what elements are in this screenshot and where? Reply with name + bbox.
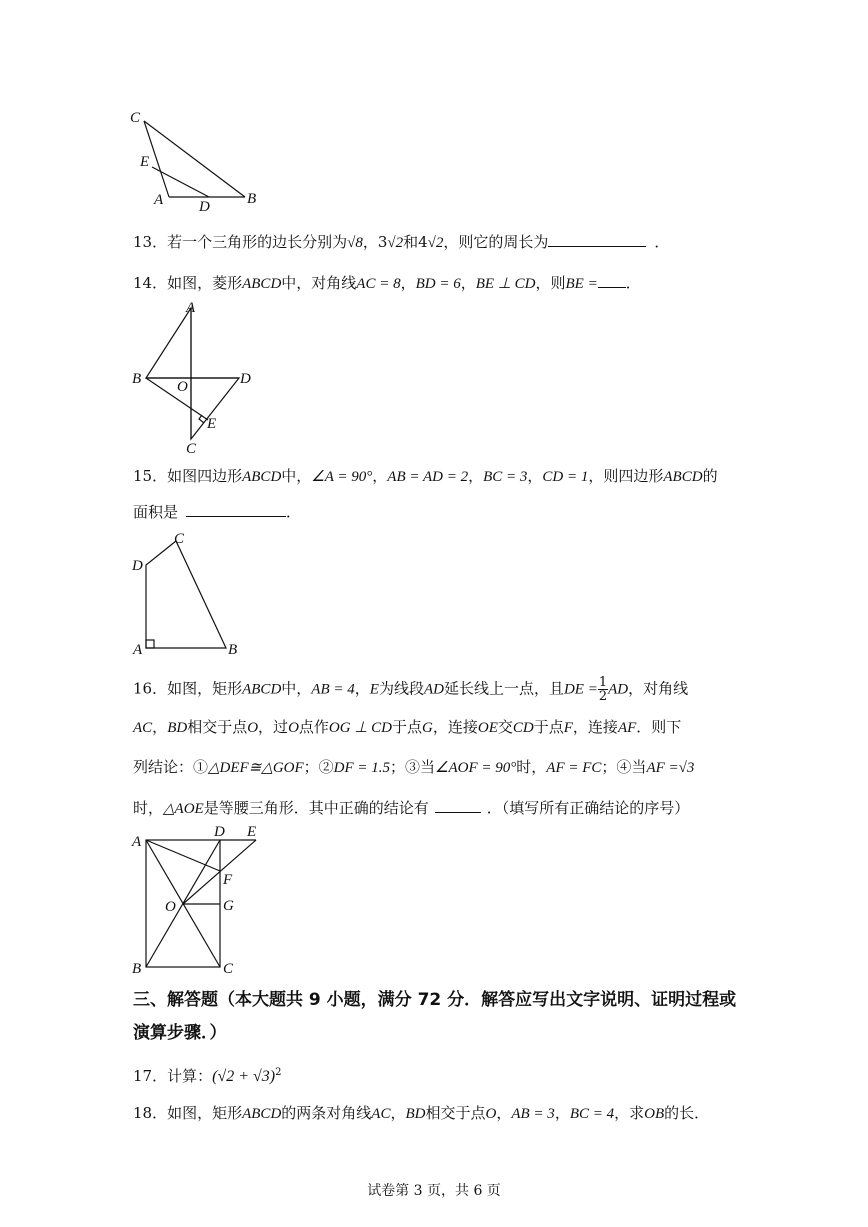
q14-comma1: ， bbox=[400, 274, 416, 292]
q16-l2k: ，连接 bbox=[572, 718, 618, 736]
q16-af-fc: AF = FC bbox=[546, 760, 602, 776]
q14-comma2: ， bbox=[460, 274, 476, 292]
q13-side2: √2 bbox=[387, 235, 404, 251]
q13-answer-blank[interactable] bbox=[548, 231, 646, 247]
q16-ab: AB = 4 bbox=[311, 681, 355, 698]
q15-abcd2: ABCD bbox=[663, 469, 703, 485]
q15-end: ． bbox=[286, 503, 302, 521]
question-13 bbox=[133, 231, 669, 253]
q16-oe: OE bbox=[477, 720, 498, 736]
q18-f: ， bbox=[554, 1104, 570, 1122]
q16-l2h: ，连接 bbox=[432, 718, 478, 736]
label-A: A bbox=[154, 192, 164, 208]
q16-l4a: 时， bbox=[133, 799, 164, 817]
question-17 bbox=[133, 1063, 282, 1087]
rectangle-figure-q16 bbox=[128, 822, 278, 977]
q16-l2g: 于点 bbox=[392, 718, 423, 736]
q16-af: AF bbox=[617, 720, 637, 736]
q18-c: ， bbox=[390, 1104, 406, 1122]
q16-df: DF = 1.5 bbox=[333, 760, 391, 776]
q16-af-eq: AF = bbox=[646, 760, 679, 776]
q16-frac-den: 2 bbox=[598, 689, 608, 704]
q14-text2: 中，对角线 bbox=[281, 274, 357, 292]
q13-sep: ，3 bbox=[362, 233, 388, 251]
q16-ad2: AD bbox=[608, 681, 629, 698]
q16-e: E bbox=[369, 681, 379, 698]
q16-l3a: 列结论：① bbox=[133, 758, 209, 776]
q16-f: F bbox=[563, 720, 573, 736]
q16-og-perp: OG ⊥ CD bbox=[328, 720, 392, 736]
q16-l4c: 是等腰三角形．其中正确的结论有 bbox=[203, 799, 429, 817]
q16-congruent: △DEF≅△GOF bbox=[208, 760, 304, 776]
quadrilateral-figure-q15 bbox=[128, 528, 258, 658]
section-3-heading-line2: 演算步骤．） bbox=[133, 1023, 227, 1043]
q16-l3c: ；② bbox=[303, 758, 334, 776]
q15-number: 15． bbox=[133, 467, 168, 485]
q15-text4: 的 bbox=[702, 467, 718, 485]
q18-number: 18． bbox=[133, 1104, 168, 1122]
q16-aoe: △AOE bbox=[163, 801, 204, 817]
q14-number: 14． bbox=[133, 274, 168, 292]
question-16-line2 bbox=[133, 717, 681, 738]
q13-text: 若一个三角形的边长分别为 bbox=[167, 233, 348, 251]
question-16-line4 bbox=[133, 797, 689, 819]
q14-text3: ，则 bbox=[535, 274, 566, 292]
label-C: C bbox=[223, 961, 234, 977]
question-18 bbox=[133, 1103, 709, 1124]
q16-l1a: 如图，矩形 bbox=[167, 679, 243, 698]
q14-be-perp: BE ⊥ CD bbox=[475, 276, 536, 292]
q13-and: 和4 bbox=[403, 233, 428, 251]
q16-sqrt3: √3 bbox=[678, 760, 695, 776]
q16-l1e: 延长线上一点，且 bbox=[443, 679, 564, 698]
section-3-heading: 三、解答题（本大题共 9 小题，满分 72 分．解答应写出文字说明、证明过程或 bbox=[133, 990, 737, 1010]
q16-ad: AD bbox=[423, 681, 444, 698]
label-F: F bbox=[223, 872, 233, 888]
q17-number: 17． bbox=[133, 1067, 168, 1085]
q17-text: 计算： bbox=[167, 1067, 213, 1085]
question-16-line1 bbox=[133, 676, 688, 703]
q16-o2: O bbox=[288, 720, 299, 736]
label-D: D bbox=[214, 824, 225, 840]
q16-fraction bbox=[598, 676, 608, 703]
question-15-line2 bbox=[133, 501, 301, 522]
q14-abcd: ABCD bbox=[242, 276, 282, 292]
q16-l1c: ， bbox=[354, 679, 370, 698]
label-D: D bbox=[199, 199, 210, 215]
q16-abcd: ABCD bbox=[242, 681, 282, 698]
label-E: E bbox=[207, 416, 217, 432]
q15-text3: ，则四边形 bbox=[588, 467, 664, 485]
q15-comma3: ， bbox=[527, 467, 543, 485]
q18-g: ，求 bbox=[614, 1104, 645, 1122]
q14-text: 如图，菱形 bbox=[167, 274, 243, 292]
q18-bc: BC = 4 bbox=[569, 1106, 615, 1122]
q13-side1: √8 bbox=[347, 235, 363, 251]
q18-h: 的长． bbox=[664, 1104, 710, 1122]
q15-comma1: ， bbox=[372, 467, 388, 485]
q16-ac: AC bbox=[133, 720, 153, 736]
label-B: B bbox=[132, 961, 142, 977]
label-A: A bbox=[186, 300, 196, 316]
q14-end: ． bbox=[625, 274, 641, 292]
label-C: C bbox=[186, 441, 197, 457]
q18-o: O bbox=[485, 1106, 497, 1122]
q13-end: ． bbox=[654, 233, 670, 251]
label-B: B bbox=[132, 371, 142, 387]
q18-ab: AB = 3 bbox=[511, 1106, 555, 1122]
q16-l2d: 相交于点 bbox=[187, 718, 248, 736]
label-A: A bbox=[132, 834, 142, 850]
q18-d: 相交于点 bbox=[425, 1104, 486, 1122]
triangle-figure-q12 bbox=[128, 105, 268, 215]
q14-bd: BD = 6 bbox=[415, 276, 461, 292]
q13-side3: √2 bbox=[427, 235, 444, 251]
q16-g: G bbox=[422, 720, 433, 736]
q15-comma2: ， bbox=[468, 467, 484, 485]
q18-a: 如图，矩形 bbox=[167, 1104, 243, 1122]
label-E: E bbox=[247, 824, 257, 840]
q15-ab-ad: AB = AD = 2 bbox=[387, 469, 469, 485]
q15-answer-blank[interactable] bbox=[186, 501, 286, 517]
q16-l2f: 点作 bbox=[298, 718, 329, 736]
q16-l2e: ，过 bbox=[258, 718, 289, 736]
label-G: G bbox=[223, 898, 234, 914]
q16-de: DE = bbox=[563, 681, 598, 698]
q16-l2l: ．则下 bbox=[636, 718, 682, 736]
q15-line2: 面积是 bbox=[133, 503, 179, 521]
q14-ac: AC = 8 bbox=[356, 276, 401, 292]
question-15 bbox=[133, 466, 718, 487]
question-16-line3 bbox=[133, 757, 694, 778]
q16-bd: BD bbox=[167, 720, 188, 736]
q16-l2b: ， bbox=[152, 718, 168, 736]
q18-ac: AC bbox=[371, 1106, 391, 1122]
q14-be-eq: BE = bbox=[565, 276, 598, 292]
question-14 bbox=[133, 272, 641, 294]
q18-e: ， bbox=[496, 1104, 512, 1122]
q15-abcd: ABCD bbox=[242, 469, 282, 485]
q17-exponent: 2 bbox=[275, 1067, 282, 1078]
label-B: B bbox=[247, 191, 257, 207]
q15-cd: CD = 1 bbox=[542, 469, 589, 485]
page-footer: 试卷第 3 页，共 6 页 bbox=[367, 1183, 501, 1199]
q18-b: 的两条对角线 bbox=[281, 1104, 372, 1122]
q14-answer-blank[interactable] bbox=[598, 272, 626, 288]
q15-angle: ∠A = 90° bbox=[311, 469, 373, 485]
q16-number: 16． bbox=[133, 679, 168, 698]
rhombus-figure-q14 bbox=[128, 298, 268, 458]
q16-angle: ∠AOF = 90° bbox=[435, 760, 517, 776]
q15-line1: 如图四边形 bbox=[167, 467, 243, 485]
label-B: B bbox=[228, 642, 238, 658]
q13-number: 13． bbox=[133, 233, 168, 251]
q16-l2i: 交 bbox=[497, 718, 513, 736]
q18-bd: BD bbox=[405, 1106, 426, 1122]
q16-l3e: ；③当 bbox=[390, 758, 436, 776]
label-C: C bbox=[130, 110, 141, 126]
q16-frac-num: 1 bbox=[598, 675, 608, 690]
q13-text-b: ，则它的周长为 bbox=[443, 233, 549, 251]
label-E: E bbox=[140, 154, 150, 170]
q16-l2j: 于点 bbox=[533, 718, 564, 736]
q16-l4d: ．（填写所有正确结论的序号） bbox=[486, 799, 690, 817]
label-A: A bbox=[133, 642, 143, 658]
q16-l3g: 时， bbox=[516, 758, 547, 776]
q18-ob: OB bbox=[644, 1106, 665, 1122]
q16-o: O bbox=[247, 720, 259, 736]
q16-cd: CD bbox=[512, 720, 534, 736]
q16-l1d: 为线段 bbox=[378, 679, 424, 698]
label-D: D bbox=[240, 371, 251, 387]
q17-expression: (√2 + √3) bbox=[212, 1068, 276, 1085]
label-O: O bbox=[165, 899, 176, 915]
q18-abcd: ABCD bbox=[242, 1106, 282, 1122]
q16-answer-blank[interactable] bbox=[435, 797, 481, 813]
label-O: O bbox=[177, 379, 188, 395]
label-D: D bbox=[132, 558, 143, 574]
q16-l1f: ，对角线 bbox=[628, 679, 689, 698]
q16-l3i: ；④当 bbox=[601, 758, 647, 776]
q15-bc: BC = 3 bbox=[483, 469, 528, 485]
q15-text2: 中， bbox=[281, 467, 312, 485]
label-C: C bbox=[174, 531, 185, 547]
q16-l1b: 中， bbox=[281, 679, 312, 698]
